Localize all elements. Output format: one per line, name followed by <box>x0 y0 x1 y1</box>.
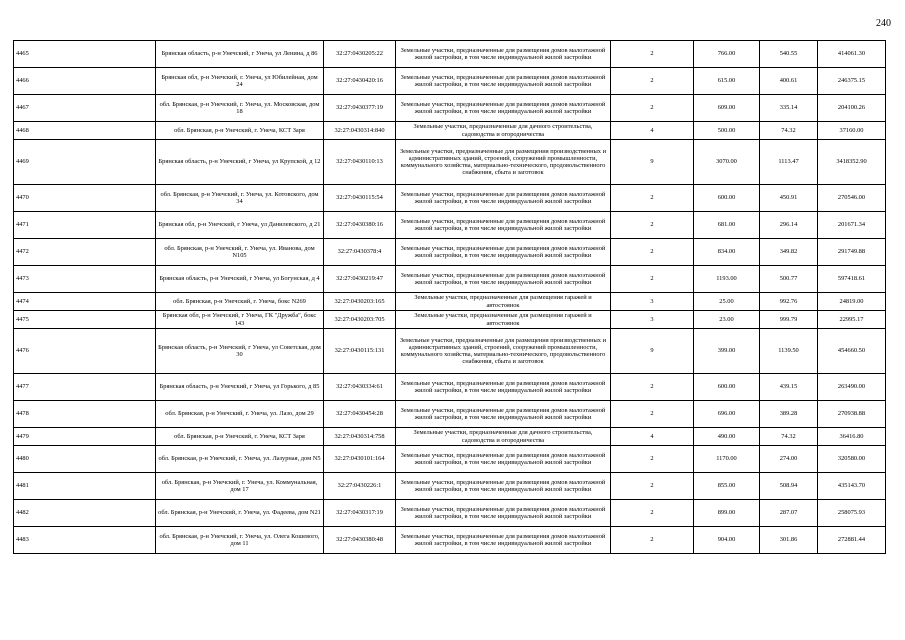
row-number: 4471 <box>14 212 156 239</box>
cadastral-value-cell: 435143.70 <box>818 473 886 500</box>
land-use-cell: Земельные участки, предназначенные для размещения домов малоэтажной жилой застройки, в том числе индивидуальной жилой застройки <box>396 239 611 266</box>
address-cell: Брянская обл, р-н Унечский, г Унеча, ГК "Дружба", бокс 143 <box>156 311 324 329</box>
address-cell: обл. Брянская, р-н Унечский, г. Унеча, КСТ Заря <box>156 122 324 140</box>
land-use-cell: Земельные участки, предназначенные для размещения домов малоэтажной жилой застройки, в том числе индивидуальной жилой застройки <box>396 95 611 122</box>
cadastral-value-cell: 258075.93 <box>818 500 886 527</box>
cadastral-value-cell: 201671.34 <box>818 212 886 239</box>
land-use-cell: Земельные участки, предназначенные для размещения гаражей и автостоянок <box>396 293 611 311</box>
cadastral-number-cell: 32:27:0430203:705 <box>324 311 396 329</box>
address-cell: обл. Брянская, р-н Унечский, г. Унеча, ул. Иванова, дом N105 <box>156 239 324 266</box>
table-row <box>14 95 886 122</box>
table-row <box>14 293 886 311</box>
land-use-cell: Земельные участки, предназначенные для размещения домов малоэтажной жилой застройки, в том числе индивидуальной жилой застройки <box>396 266 611 293</box>
cadastral-number-cell: 32:27:0430203:165 <box>324 293 396 311</box>
row-number: 4482 <box>14 500 156 527</box>
area-cell: 600.00 <box>694 374 760 401</box>
land-use-cell: Земельные участки, предназначенные для размещения домов малоэтажной жилой застройки, в том числе индивидуальной жилой застройки <box>396 212 611 239</box>
cadastral-value-cell: 3418352.90 <box>818 140 886 185</box>
category-cell: 4 <box>611 428 694 446</box>
row-number: 4468 <box>14 122 156 140</box>
address-cell: Брянская область, р-н Унечский, г Унеча, ул Богунская, д 4 <box>156 266 324 293</box>
category-cell: 9 <box>611 329 694 374</box>
land-use-cell: Земельные участки, предназначенные для размещения домов малоэтажной жилой застройки, в том числе индивидуальной жилой застройки <box>396 41 611 68</box>
cadastral-number-cell: 32:27:0430454:28 <box>324 401 396 428</box>
row-number: 4475 <box>14 311 156 329</box>
rate-cell: 74.32 <box>760 122 818 140</box>
address-cell: Брянская область, р-н Унечский, г Унеча, ул Советская, дом 30 <box>156 329 324 374</box>
row-number: 4472 <box>14 239 156 266</box>
row-number: 4467 <box>14 95 156 122</box>
address-cell: обл. Брянская, р-н Унечский, г. Унеча, ул. Лазурная, дом N5 <box>156 446 324 473</box>
rate-cell: 1139.50 <box>760 329 818 374</box>
category-cell: 2 <box>611 500 694 527</box>
table-row <box>14 428 886 446</box>
land-use-cell: Земельные участки, предназначенные для размещения производственных и административных зданий, строений, сооружений промышленности, коммунального хозяйства, материально-технического, продовольственного снабжения, сбыта и заготовок <box>396 329 611 374</box>
row-number: 4479 <box>14 428 156 446</box>
cadastral-value-cell: 272881.44 <box>818 527 886 554</box>
area-cell: 399.00 <box>694 329 760 374</box>
category-cell: 4 <box>611 122 694 140</box>
land-use-cell: Земельные участки, предназначенные для размещения домов малоэтажной жилой застройки, в том числе индивидуальной жилой застройки <box>396 185 611 212</box>
category-cell: 2 <box>611 473 694 500</box>
cadastral-number-cell: 32:27:0430205:22 <box>324 41 396 68</box>
category-cell: 9 <box>611 140 694 185</box>
category-cell: 2 <box>611 527 694 554</box>
row-number: 4469 <box>14 140 156 185</box>
cadastral-value-cell: 36416.80 <box>818 428 886 446</box>
area-cell: 490.00 <box>694 428 760 446</box>
rate-cell: 389.28 <box>760 401 818 428</box>
rate-cell: 400.61 <box>760 68 818 95</box>
table-row <box>14 500 886 527</box>
category-cell: 2 <box>611 401 694 428</box>
address-cell: обл. Брянская, р-н Унечский, г. Унеча, ул. Котовского, дом 34 <box>156 185 324 212</box>
area-cell: 899.00 <box>694 500 760 527</box>
area-cell: 23.00 <box>694 311 760 329</box>
row-number: 4476 <box>14 329 156 374</box>
cadastral-number-cell: 32:27:0430334:61 <box>324 374 396 401</box>
rate-cell: 450.91 <box>760 185 818 212</box>
area-cell: 1170.00 <box>694 446 760 473</box>
row-number: 4466 <box>14 68 156 95</box>
cadastral-number-cell: 32:27:0430317:19 <box>324 500 396 527</box>
rate-cell: 508.94 <box>760 473 818 500</box>
row-number: 4480 <box>14 446 156 473</box>
rate-cell: 274.00 <box>760 446 818 473</box>
category-cell: 2 <box>611 266 694 293</box>
rate-cell: 540.55 <box>760 41 818 68</box>
cadastral-number-cell: 32:27:0430420:16 <box>324 68 396 95</box>
cadastral-value-cell: 270546.00 <box>818 185 886 212</box>
area-cell: 25.00 <box>694 293 760 311</box>
table-row <box>14 68 886 95</box>
land-use-cell: Земельные участки, предназначенные для размещения домов малоэтажной жилой застройки, в том числе индивидуальной жилой застройки <box>396 446 611 473</box>
area-cell: 609.00 <box>694 95 760 122</box>
address-cell: обл. Брянская, р-н Унечский, г. Унеча, ул. Лазо, дом 29 <box>156 401 324 428</box>
land-use-cell: Земельные участки, предназначенные для размещения домов малоэтажной жилой застройки, в том числе индивидуальной жилой застройки <box>396 401 611 428</box>
rate-cell: 335.14 <box>760 95 818 122</box>
area-cell: 904.00 <box>694 527 760 554</box>
row-number: 4474 <box>14 293 156 311</box>
cadastral-number-cell: 32:27:0430101:164 <box>324 446 396 473</box>
cadastral-number-cell: 32:27:0430380:16 <box>324 212 396 239</box>
area-cell: 855.00 <box>694 473 760 500</box>
address-cell: обл. Брянская, р-н Унечский, г. Унеча, ул. Московская, дом 18 <box>156 95 324 122</box>
rate-cell: 74.32 <box>760 428 818 446</box>
land-use-cell: Земельные участки, предназначенные для размещения производственных и административных зданий, строений, сооружений промышленности, коммунального хозяйства, материально-технического, продовольственного снабжения, сбыта и заготовок <box>396 140 611 185</box>
cadastral-number-cell: 32:27:0430226:1 <box>324 473 396 500</box>
category-cell: 2 <box>611 95 694 122</box>
table-row <box>14 446 886 473</box>
area-cell: 681.00 <box>694 212 760 239</box>
cadastral-value-cell: 24819.00 <box>818 293 886 311</box>
address-cell: Брянская область, р-н Унечский, г Унеча, ул Крупской, д 12 <box>156 140 324 185</box>
area-cell: 600.00 <box>694 185 760 212</box>
address-cell: Брянская обл, р-н Унечский, г. Унеча, ул Юбилейная, дом 24 <box>156 68 324 95</box>
category-cell: 2 <box>611 374 694 401</box>
category-cell: 3 <box>611 311 694 329</box>
cadastral-value-cell: 291749.88 <box>818 239 886 266</box>
cadastral-value-cell: 246375.15 <box>818 68 886 95</box>
cadastral-number-cell: 32:27:0430110:13 <box>324 140 396 185</box>
land-use-cell: Земельные участки, предназначенные для дачного строительства, садоводства и огородничества <box>396 428 611 446</box>
cadastral-number-cell: 32:27:0430115:54 <box>324 185 396 212</box>
cadastral-value-cell: 270938.88 <box>818 401 886 428</box>
page-number: 240 <box>876 18 891 29</box>
address-cell: Брянская обл, р-н Унечский, г Унеча, ул Данилевского, д 21 <box>156 212 324 239</box>
address-cell: обл. Брянская, р-н Унечский, г. Унеча, бокс N269 <box>156 293 324 311</box>
row-number: 4470 <box>14 185 156 212</box>
cadastral-value-cell: 597418.61 <box>818 266 886 293</box>
table-row <box>14 185 886 212</box>
table-row <box>14 266 886 293</box>
table-row <box>14 401 886 428</box>
row-number: 4483 <box>14 527 156 554</box>
table-row <box>14 311 886 329</box>
cadastral-number-cell: 32:27:0430377:19 <box>324 95 396 122</box>
rate-cell: 287.07 <box>760 500 818 527</box>
table-row <box>14 239 886 266</box>
area-cell: 696.00 <box>694 401 760 428</box>
table-row <box>14 41 886 68</box>
cadastral-number-cell: 32:27:0430314:840 <box>324 122 396 140</box>
area-cell: 3070.00 <box>694 140 760 185</box>
cadastral-number-cell: 32:27:0430115:131 <box>324 329 396 374</box>
address-cell: обл. Брянская, р-н Унечский, г. Унеча, ул. Олега Кошевого, дом 11 <box>156 527 324 554</box>
rate-cell: 999.79 <box>760 311 818 329</box>
area-cell: 766.00 <box>694 41 760 68</box>
rate-cell: 296.14 <box>760 212 818 239</box>
land-use-cell: Земельные участки, предназначенные для размещения домов малоэтажной жилой застройки, в том числе индивидуальной жилой застройки <box>396 500 611 527</box>
address-cell: обл. Брянская, р-н Унечский, г. Унеча, ул. Коммунальная, дом 17 <box>156 473 324 500</box>
row-number: 4478 <box>14 401 156 428</box>
cadastral-value-cell: 263490.00 <box>818 374 886 401</box>
rate-cell: 500.77 <box>760 266 818 293</box>
table-row <box>14 140 886 185</box>
table-row <box>14 527 886 554</box>
table-row <box>14 212 886 239</box>
category-cell: 2 <box>611 68 694 95</box>
cadastral-number-cell: 32:27:0430378:4 <box>324 239 396 266</box>
cadastral-value-cell: 204100.26 <box>818 95 886 122</box>
land-use-cell: Земельные участки, предназначенные для размещения гаражей и автостоянок <box>396 311 611 329</box>
rate-cell: 349.82 <box>760 239 818 266</box>
table-body <box>14 41 886 554</box>
cadastral-value-cell: 37160.00 <box>818 122 886 140</box>
rate-cell: 992.76 <box>760 293 818 311</box>
category-cell: 2 <box>611 446 694 473</box>
address-cell: Брянская область, р-н Унечский, г Унеча, ул Ленина, д 86 <box>156 41 324 68</box>
address-cell: обл. Брянская, р-н Унечский, г. Унеча, ул. Фадеева, дом N21 <box>156 500 324 527</box>
address-cell: обл. Брянская, р-н Унечский, г. Унеча, КСТ Заря <box>156 428 324 446</box>
category-cell: 2 <box>611 212 694 239</box>
cadastral-value-cell: 454660.50 <box>818 329 886 374</box>
land-use-cell: Земельные участки, предназначенные для размещения домов малоэтажной жилой застройки, в том числе индивидуальной жилой застройки <box>396 527 611 554</box>
land-use-cell: Земельные участки, предназначенные для дачного строительства, садоводства и огородничества <box>396 122 611 140</box>
table-row <box>14 374 886 401</box>
cadastral-registry-table <box>13 40 886 554</box>
row-number: 4465 <box>14 41 156 68</box>
table-row <box>14 473 886 500</box>
rate-cell: 301.86 <box>760 527 818 554</box>
row-number: 4473 <box>14 266 156 293</box>
category-cell: 2 <box>611 239 694 266</box>
row-number: 4477 <box>14 374 156 401</box>
rate-cell: 1113.47 <box>760 140 818 185</box>
cadastral-number-cell: 32:27:0430219:47 <box>324 266 396 293</box>
category-cell: 2 <box>611 185 694 212</box>
cadastral-value-cell: 22995.17 <box>818 311 886 329</box>
area-cell: 834.00 <box>694 239 760 266</box>
table-row <box>14 122 886 140</box>
cadastral-value-cell: 320580.00 <box>818 446 886 473</box>
land-use-cell: Земельные участки, предназначенные для размещения домов малоэтажной жилой застройки, в том числе индивидуальной жилой застройки <box>396 473 611 500</box>
row-number: 4481 <box>14 473 156 500</box>
cadastral-number-cell: 32:27:0430380:48 <box>324 527 396 554</box>
land-use-cell: Земельные участки, предназначенные для размещения домов малоэтажной жилой застройки, в том числе индивидуальной жилой застройки <box>396 374 611 401</box>
area-cell: 1193.00 <box>694 266 760 293</box>
land-use-cell: Земельные участки, предназначенные для размещения домов малоэтажной жилой застройки, в том числе индивидуальной жилой застройки <box>396 68 611 95</box>
table-row <box>14 329 886 374</box>
category-cell: 2 <box>611 41 694 68</box>
cadastral-value-cell: 414061.30 <box>818 41 886 68</box>
address-cell: Брянская область, р-н Унечский, г Унеча, ул Горького, д 85 <box>156 374 324 401</box>
cadastral-number-cell: 32:27:0430314:758 <box>324 428 396 446</box>
rate-cell: 439.15 <box>760 374 818 401</box>
area-cell: 500.00 <box>694 122 760 140</box>
area-cell: 615.00 <box>694 68 760 95</box>
category-cell: 3 <box>611 293 694 311</box>
